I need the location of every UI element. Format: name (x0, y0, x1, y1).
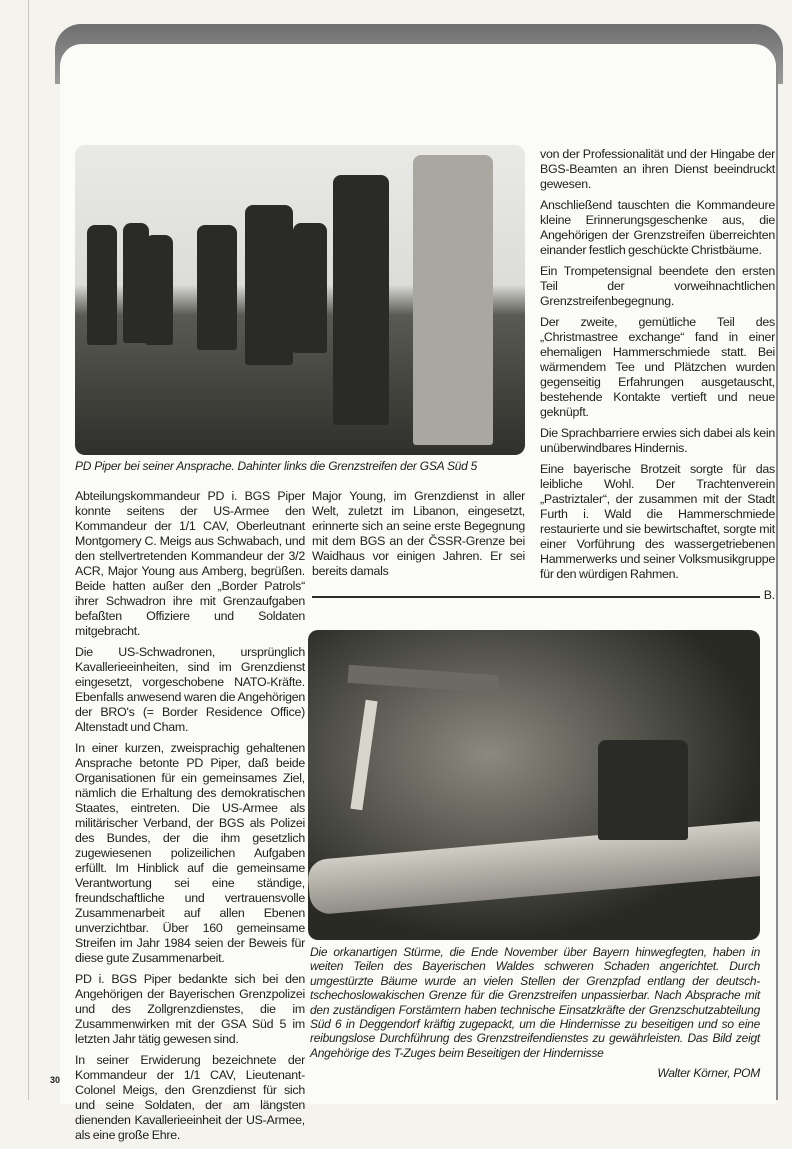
photo-credit: Walter Körner, POM (657, 1066, 760, 1081)
right-border (776, 60, 778, 1100)
paragraph: Major Young, im Grenzdienst in aller Welt, zuletzt im Libanon, eingesetzt, erinnerte sich an seine erste Begegnung mit dem BGS an der ČSSR-Grenze bei Waidhaus vor einigen Jahren. Er sei bereits damals (312, 489, 525, 578)
paragraph: PD i. BGS Piper bedankte sich bei den Angehörigen der Bayerischen Grenzpolizei und des Zollgrenzdienstes, die im Zusammenwirken mit der GSA Süd 5 im letzten Jahr tätig gewesen sind. (75, 972, 305, 1046)
paragraph: Eine bayerische Brotzeit sorgte für das leibliche Wohl. Der Trachtenverein „Pastriztaler“, der zusammen mit der Stadt Furth i. Wald die Hammerschmiede restaurierte und sie bewirtschaftet, sorgte mit einer Vorführung des wassergetriebenen Hammerwerks und seiner Volksmusikgruppe für den würdigen Rahmen. (540, 462, 775, 581)
page-edge (28, 0, 29, 1100)
photo-storm-damage (308, 630, 760, 940)
author-initial: B. (763, 588, 775, 602)
middle-column (312, 489, 525, 585)
photo2-caption: Die orkanartigen Stürme, die Ende November über Bayern hinwegfegten, haben in weiten Teilen des Bayerischen Waldes schweren Schaden angerichtet. Durch umgestürzte Bäume wurde an vielen Stellen der Grenzpfad entlang der deutsch-tschechoslowakischen Grenze für die Grenzstreifen unpassierbar. Nach Absprache mit den zuständigen Forstämtern haben technische Einsatzkräfte der Grenzschutzabteilung Süd 6 in Deggendorf kräftig zugepackt, um die Hindernisse zu beseitigen und so eine reibungslose Durchführung des Grenzstreifendienstes zu gewährleisten. Das Bild zeigt Angehörige des T-Zuges beim Beseitigen der Hindernisse (310, 945, 760, 1060)
paragraph: Anschließend tauschten die Kommandeure kleine Erinnerungsgeschenke aus, die Angehörigen der Grenzstreifen überreichten einander festlich geschückte Christbäume. (540, 198, 775, 257)
photo-soldiers-ceremony (75, 145, 525, 455)
paragraph: von der Professionalität und der Hingabe der BGS-Beamten an ihren Dienst beeindruckt gewesen. (540, 147, 775, 191)
paragraph: Der zweite, gemütliche Teil des „Christmastree exchange“ fand in einer ehemaligen Hammerschmiede statt. Bei wärmendem Tee und Plätzchen wurden gegenseitig Erfahrungen ausgetauscht, bestehende Kontakte vertieft und neue geknüpft. (540, 315, 775, 419)
paragraph: Die Sprachbarriere erwies sich dabei als kein unüberwindbares Hindernis. (540, 426, 775, 455)
paragraph: Ein Trompetensignal beendete den ersten Teil der vorweihnachtlichen Grenzstreifenbegegnung. (540, 264, 775, 308)
paragraph: Die US-Schwadronen, ursprünglich Kavallerieeinheiten, sind im Grenzdienst eingesetzt, vorgeschobene NATO-Kräfte. Ebenfalls anwesend waren die Angehörigen der BRO's (= Border Residence Office) Altenstadt und Cham. (75, 645, 305, 734)
left-column (75, 489, 305, 1149)
photo1-caption: PD Piper bei seiner Ansprache. Dahinter links die Grenzstreifen der GSA Süd 5 (75, 459, 478, 473)
photo2-caption-block (310, 945, 760, 1081)
page-number: 30 (50, 1075, 61, 1085)
paragraph: Abteilungskommandeur PD i. BGS Piper konnte seitens der US-Armee den Kommandeur der 1/1 CAV, Oberleutnant Montgomery C. Meigs aus Schwabach, und den stellvertretenden Kommandeur der 3/2 ACR, Major Young aus Amberg, begrüßen. Beide hatten außer den „Border Patrols“ ihrer Schwadron ihre mit Grenzaufgaben befaßten Offiziere und Soldaten mitgebracht. (75, 489, 305, 638)
paragraph: In seiner Erwiderung bezeichnete der Kommandeur der 1/1 CAV, Lieutenant-Colonel Meigs, den Grenzdienst für sich und seine Soldaten, der am längsten dienenden Kavallerieeinheit der US-Armee, als eine große Ehre. (75, 1053, 305, 1142)
paragraph: In einer kurzen, zweisprachig gehaltenen Ansprache betonte PD Piper, daß beide Organisationen für ein gemeinsames Ziel, nämlich die Erhaltung des demokratischen Staates, eintreten. Die US-Armee als militärischer Verband, der BGS als Polizei des Bundes, der die ihm gesetzlich zugewiesenen polizeilichen Aufgaben erfüllt. Im Hinblick auf die gemeinsame Verantwortung sei eine ständige, freundschaftliche und vertrauensvolle Zusammenarbeit auf allen Ebenen unverzichtbar. Über 160 gemeinsame Streifen im Jahr 1984 seien der Beweis für diese gute Zusammenarbeit. (75, 741, 305, 965)
right-column (540, 147, 775, 609)
